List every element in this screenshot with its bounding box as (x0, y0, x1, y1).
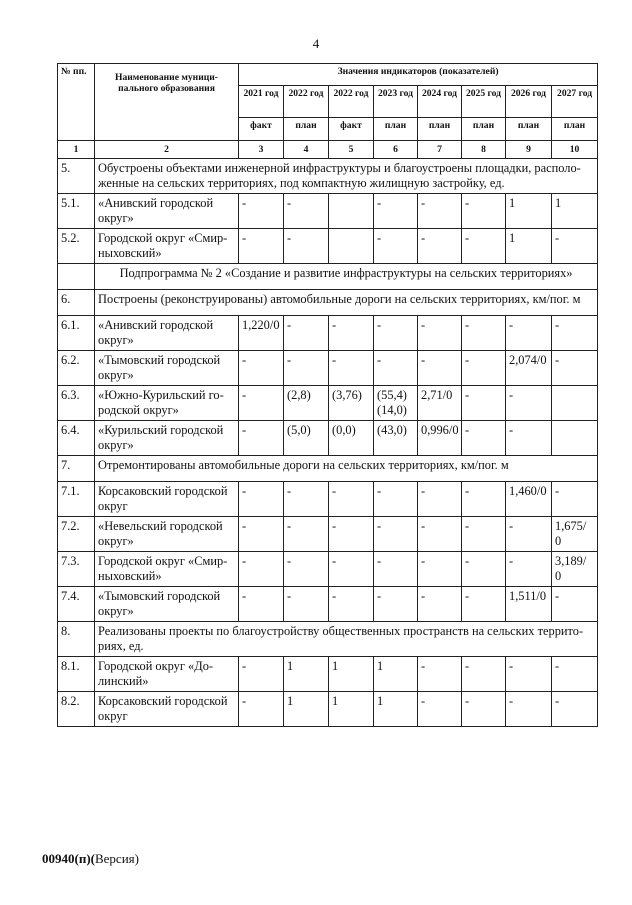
indicator-value: - (374, 229, 418, 264)
indicator-value: - (239, 421, 284, 456)
row-number: 5.1. (58, 194, 95, 229)
indicator-value: - (418, 316, 462, 351)
indicator-value: - (552, 692, 598, 727)
indicator-value: - (462, 229, 506, 264)
indicators-table (57, 63, 598, 727)
municipality-name: Городской округ «Смир- ныховский» (95, 552, 239, 587)
indicator-value: - (506, 692, 552, 727)
indicator-value: - (284, 587, 329, 622)
indicator-value: - (462, 587, 506, 622)
header-year-5: 2024 год (418, 86, 462, 118)
indicator-value: - (374, 194, 418, 229)
column-number-6: 6 (374, 141, 418, 159)
municipality-name: Корсаковский городской округ (95, 692, 239, 727)
indicator-value: - (418, 552, 462, 587)
indicator-value: 1 (329, 657, 374, 692)
header-year-1: 2021 год (239, 86, 284, 118)
row-number: 5.2. (58, 229, 95, 264)
header-indicators: Значения индикаторов (показателей) (239, 64, 598, 86)
table-row (58, 421, 598, 456)
row-number: 7.2. (58, 517, 95, 552)
column-number-10: 10 (552, 141, 598, 159)
indicator-value: - (552, 351, 598, 386)
header-type-8: план (552, 118, 598, 141)
header-type-6: план (462, 118, 506, 141)
row-number: 6.2. (58, 351, 95, 386)
indicator-value: - (284, 482, 329, 517)
municipality-name: Корсаковский городской округ (95, 482, 239, 517)
indicator-value: - (374, 517, 418, 552)
indicator-value: - (506, 657, 552, 692)
indicator-value: 1,460/0 (506, 482, 552, 517)
indicator-value: - (462, 351, 506, 386)
indicator-value: - (329, 552, 374, 587)
header-type-3: факт (329, 118, 374, 141)
row-number: 7.1. (58, 482, 95, 517)
header-year-4: 2023 год (374, 86, 418, 118)
indicator-value: - (506, 421, 552, 456)
table-row (58, 587, 598, 622)
section-title: Реализованы проекты по благоустройству общественных пространств на сельских террито- риях, ед. (95, 622, 598, 657)
document-code-version: Версия) (94, 851, 139, 866)
indicator-value: - (329, 316, 374, 351)
indicator-value: - (462, 552, 506, 587)
municipality-name: «Анивский городской округ» (95, 316, 239, 351)
indicator-value: - (552, 657, 598, 692)
indicator-value: - (329, 351, 374, 386)
indicator-value: - (552, 587, 598, 622)
header-row-top (58, 64, 598, 86)
municipality-name: Городской округ «Смир- ныховский» (95, 229, 239, 264)
indicator-value (552, 421, 598, 456)
row-number (58, 264, 95, 290)
indicator-value: - (462, 194, 506, 229)
indicator-value: - (418, 351, 462, 386)
row-number: 7. (58, 456, 95, 482)
indicator-value: - (462, 692, 506, 727)
header-name: Наименование муници- пального образования (95, 64, 239, 141)
table-row (58, 194, 598, 229)
indicator-value: - (239, 386, 284, 421)
column-number-9: 9 (506, 141, 552, 159)
indicator-value: - (239, 517, 284, 552)
row-number: 6. (58, 290, 95, 316)
header-num: № пп. (58, 64, 95, 141)
indicator-value: (3,76) (329, 386, 374, 421)
column-number-5: 5 (329, 141, 374, 159)
document-code (42, 851, 139, 867)
indicator-value: - (374, 552, 418, 587)
indicator-value: - (506, 552, 552, 587)
row-number: 6.1. (58, 316, 95, 351)
indicator-value: 3,189/ 0 (552, 552, 598, 587)
row-number: 8.1. (58, 657, 95, 692)
indicator-value: (5,0) (284, 421, 329, 456)
table-row (58, 229, 598, 264)
municipality-name: «Курильский городской округ» (95, 421, 239, 456)
indicator-value: - (506, 517, 552, 552)
header-year-8: 2027 год (552, 86, 598, 118)
indicator-value: - (239, 351, 284, 386)
table-body (58, 159, 598, 727)
table-row (58, 552, 598, 587)
indicator-value: - (418, 517, 462, 552)
table-row (58, 517, 598, 552)
column-number-4: 4 (284, 141, 329, 159)
column-number-2: 2 (95, 141, 239, 159)
header-year-3: 2022 год (329, 86, 374, 118)
column-number-8: 8 (462, 141, 506, 159)
indicator-value: - (239, 194, 284, 229)
indicator-value (329, 229, 374, 264)
row-number: 8.2. (58, 692, 95, 727)
indicator-value: 1,511/0 (506, 587, 552, 622)
municipality-name: «Тымовский городской округ» (95, 351, 239, 386)
section-title: Обустроены объектами инженерной инфраструктуры и благоустроены площадки, располо- женные на сельских территориях, под компактную жилищную застройку, ед. (95, 159, 598, 194)
indicator-value: 1 (284, 692, 329, 727)
indicator-value: 1,220/0 (239, 316, 284, 351)
indicator-value: - (374, 482, 418, 517)
header-type-1: факт (239, 118, 284, 141)
indicator-value: - (418, 587, 462, 622)
indicator-value: - (329, 587, 374, 622)
municipality-name: «Невельский городской округ» (95, 517, 239, 552)
indicator-value: 1 (374, 692, 418, 727)
indicator-value: (0,0) (329, 421, 374, 456)
indicator-value: - (418, 482, 462, 517)
row-number: 5. (58, 159, 95, 194)
indicator-value: - (239, 552, 284, 587)
municipality-name: «Южно-Курильский го- родской округ» (95, 386, 239, 421)
row-number: 7.3. (58, 552, 95, 587)
document-code-number: 00940(п)( (42, 851, 95, 866)
indicator-value: - (239, 657, 284, 692)
section-title: Построены (реконструированы) автомобильные дороги на сельских территориях, км/пог. м (95, 290, 598, 316)
section-row (58, 622, 598, 657)
column-number-7: 7 (418, 141, 462, 159)
indicator-value: - (374, 316, 418, 351)
indicator-value: 1 (552, 194, 598, 229)
indicator-value: - (329, 517, 374, 552)
indicator-value: (55,4) (14,0) (374, 386, 418, 421)
indicator-value: - (239, 587, 284, 622)
indicator-value: (43,0) (374, 421, 418, 456)
indicator-value: - (552, 482, 598, 517)
table-row (58, 692, 598, 727)
section-row (58, 456, 598, 482)
indicator-value (552, 386, 598, 421)
row-number: 7.4. (58, 587, 95, 622)
indicator-value: - (374, 351, 418, 386)
header-type-4: план (374, 118, 418, 141)
indicator-value: 1 (329, 692, 374, 727)
indicator-value: - (462, 657, 506, 692)
indicator-value: - (552, 316, 598, 351)
indicator-value: 1 (506, 229, 552, 264)
indicator-value (329, 194, 374, 229)
header-year-6: 2025 год (462, 86, 506, 118)
subprogram-title: Подпрограмма № 2 «Создание и развитие инфраструктуры на сельских территориях» (95, 264, 598, 290)
indicator-value: - (329, 482, 374, 517)
indicator-value: 1 (506, 194, 552, 229)
column-number-3: 3 (239, 141, 284, 159)
indicator-value: 2,71/0 (418, 386, 462, 421)
indicator-value: - (239, 482, 284, 517)
indicator-value: - (284, 517, 329, 552)
header-type-7: план (506, 118, 552, 141)
table-row (58, 351, 598, 386)
section-row (58, 159, 598, 194)
indicator-value: - (462, 386, 506, 421)
section-row (58, 290, 598, 316)
indicator-value: - (284, 229, 329, 264)
indicator-value: - (284, 194, 329, 229)
indicator-value: - (462, 316, 506, 351)
row-number: 8. (58, 622, 95, 657)
indicator-value: 2,074/0 (506, 351, 552, 386)
column-number-1: 1 (58, 141, 95, 159)
indicator-value: 1 (284, 657, 329, 692)
table-row (58, 482, 598, 517)
indicator-value: - (462, 517, 506, 552)
header-year-2: 2022 год (284, 86, 329, 118)
indicator-value: - (462, 421, 506, 456)
indicator-value: (2,8) (284, 386, 329, 421)
indicator-value: - (418, 194, 462, 229)
row-number: 6.3. (58, 386, 95, 421)
header-type-2: план (284, 118, 329, 141)
header-year-7: 2026 год (506, 86, 552, 118)
section-title: Отремонтированы автомобильные дороги на сельских территориях, км/пог. м (95, 456, 598, 482)
table-row (58, 657, 598, 692)
table-row (58, 386, 598, 421)
municipality-name: Городской округ «До- линский» (95, 657, 239, 692)
indicator-value: - (506, 386, 552, 421)
indicator-value: - (239, 229, 284, 264)
indicator-value: - (284, 552, 329, 587)
indicator-value: - (284, 351, 329, 386)
municipality-name: «Анивский городской округ» (95, 194, 239, 229)
indicator-value: - (284, 316, 329, 351)
page-number: 4 (312, 36, 320, 51)
indicator-value: - (418, 229, 462, 264)
indicator-value: - (374, 587, 418, 622)
header-type-5: план (418, 118, 462, 141)
indicator-value: - (552, 229, 598, 264)
indicator-value: - (418, 657, 462, 692)
indicator-value: - (418, 692, 462, 727)
row-number: 6.4. (58, 421, 95, 456)
indicator-value: 1,675/ 0 (552, 517, 598, 552)
municipality-name: «Тымовский городской округ» (95, 587, 239, 622)
indicator-value: - (506, 316, 552, 351)
subprogram-row (58, 264, 598, 290)
indicator-value: - (239, 692, 284, 727)
table-row (58, 316, 598, 351)
indicator-value: - (462, 482, 506, 517)
column-numbers-row (58, 141, 598, 159)
indicator-value: 1 (374, 657, 418, 692)
indicator-value: 0,996/0 (418, 421, 462, 456)
